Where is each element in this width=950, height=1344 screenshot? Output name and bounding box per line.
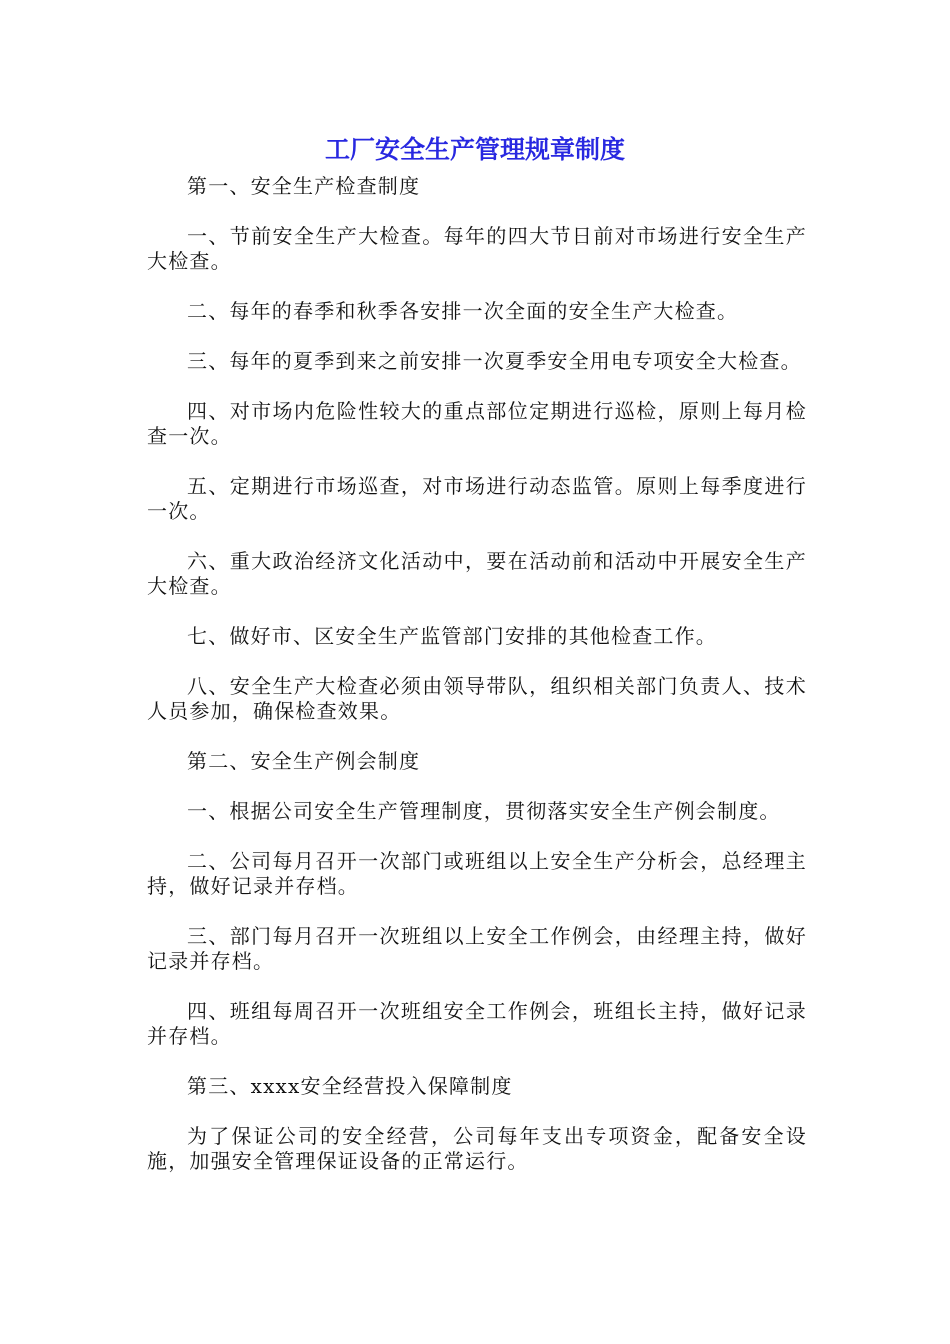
section-heading: 第三、xxxx安全经营投入保障制度 xyxy=(187,1074,513,1098)
paragraph: 一、根据公司安全生产管理制度，贯彻落实安全生产例会制度。 xyxy=(187,799,781,823)
document-body xyxy=(147,174,807,1199)
paragraph: 一、节前安全生产大检查。每年的四大节日前对市场进行安全生产大检查。 xyxy=(147,224,807,273)
paragraph: 四、对市场内危险性较大的重点部位定期进行巡检，原则上每月检查一次。 xyxy=(147,399,807,448)
paragraph: 六、重大政治经济文化活动中，要在活动前和活动中开展安全生产大检查。 xyxy=(147,549,807,598)
paragraph: 四、班组每周召开一次班组安全工作例会，班组长主持，做好记录并存档。 xyxy=(147,999,807,1048)
paragraph: 二、每年的春季和秋季各安排一次全面的安全生产大检查。 xyxy=(187,299,739,323)
paragraph: 七、做好市、区安全生产监管部门安排的其他检查工作。 xyxy=(187,624,717,648)
paragraph: 三、部门每月召开一次班组以上安全工作例会，由经理主持，做好记录并存档。 xyxy=(147,924,807,973)
paragraph: 为了保证公司的安全经营，公司每年支出专项资金，配备安全设施，加强安全管理保证设备的正常运行。 xyxy=(147,1124,807,1173)
section-heading: 第二、安全生产例会制度 xyxy=(187,749,421,773)
paragraph: 二、公司每月召开一次部门或班组以上安全生产分析会，总经理主持，做好记录并存档。 xyxy=(147,849,807,898)
paragraph: 八、安全生产大检查必须由领导带队，组织相关部门负责人、技术人员参加，确保检查效果。 xyxy=(147,674,807,723)
paragraph: 三、每年的夏季到来之前安排一次夏季安全用电专项安全大检查。 xyxy=(187,349,802,373)
paragraph: 五、定期进行市场巡查，对市场进行动态监管。原则上每季度进行一次。 xyxy=(147,474,807,523)
document-title: 工厂安全生产管理规章制度 xyxy=(324,135,625,164)
section-heading: 第一、安全生产检查制度 xyxy=(187,174,421,198)
